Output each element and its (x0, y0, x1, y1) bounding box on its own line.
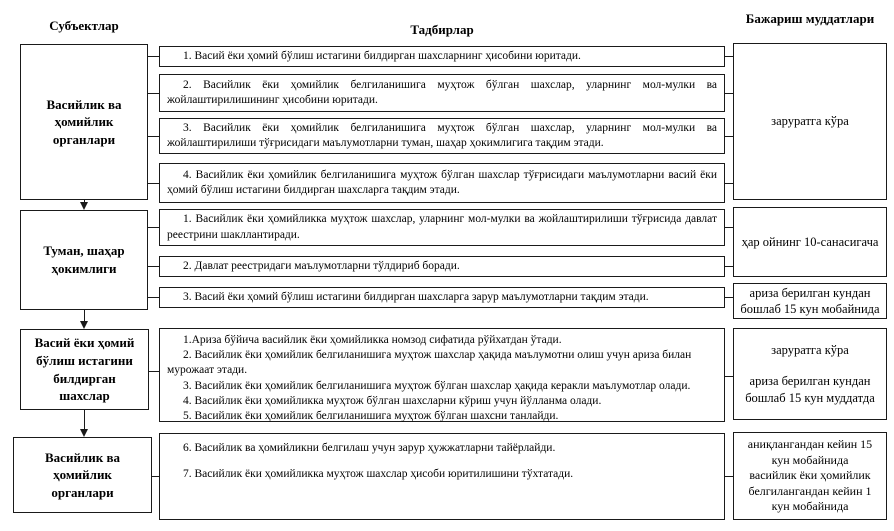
connector-line (725, 136, 733, 137)
subject-box-applicant-persons: Васий ёки ҳомий бўлиш истагини билдирган шахслар (20, 329, 149, 410)
connector-line (152, 476, 159, 477)
activity-box-2-1 (159, 209, 725, 246)
down-arrow-head (80, 321, 88, 329)
activity-text: 3. Васийлик ёки ҳомийлик белгиланишига муҳтож бўлган шахслар, уларнинг мол-мулки ва жойлаштирилиши тўғрисидаги маълумотларни туман, шаҳар ҳокимлигига тақдим этади. (167, 121, 717, 149)
activity-text: 1.Ариза бўйича васийлик ёки ҳомийликка номзод сифатида рўйхатдан ўтади. (183, 334, 562, 346)
deadline-text: аниқлангандан кейин 15 кун мобайнида (747, 437, 873, 467)
activity-text: 4. Васийлик ёки ҳомийликка муҳтож бўлган шахсларни кўриш учун йўлланма олади. (183, 394, 602, 407)
deadline-text: заруратга кўра (771, 343, 849, 358)
column-header-deadlines: Бажариш муддатлари (745, 11, 875, 26)
deadline-text: ҳар ойнинг 10-санасигача (741, 234, 879, 249)
connector-line (148, 56, 159, 57)
subject-box-guardianship-bodies-2: Васийлик ва ҳомийлик органлари (13, 437, 152, 513)
connector-line (725, 476, 733, 477)
down-arrow-line (84, 410, 86, 430)
connector-line (148, 183, 159, 184)
activity-box-2-2 (159, 256, 725, 277)
connector-line (148, 227, 159, 228)
down-arrow-head (80, 429, 88, 437)
subject-box-guardianship-bodies: Васийлик ва ҳомийлик органлари (20, 44, 148, 200)
deadline-box-2a (733, 207, 887, 277)
column-header-subjects: Субъектлар (49, 18, 119, 33)
activity-text: 1. Васий ёки ҳомий бўлиш истагини билдирган шахсларнинг ҳисобини юритади. (183, 49, 581, 62)
connector-line (725, 93, 733, 94)
activity-box-1-1 (159, 46, 725, 67)
connector-line (148, 136, 159, 137)
subject-box-city-khokimiyat: Туман, шаҳар ҳокимлиги (20, 210, 148, 310)
deadline-text: ариза берилган кундан бошлаб 15 кун муддатда (745, 374, 875, 405)
activity-text: 1. Васийлик ёки ҳомийликка муҳтож шахслар, уларнинг мол-мулки ва жойлаштирилиши тўғрисида давлат реестрини шакллантиради. (167, 213, 717, 241)
activity-box-1-2 (159, 74, 725, 112)
connector-line (148, 93, 159, 94)
deadline-box-4 (733, 432, 887, 520)
deadline-text: васийлик ёки ҳомийлик белгилангандан кейин 1 кун мобайнида (748, 468, 872, 514)
activity-text: 4. Васийлик ёки ҳомийлик белгиланишига муҳтож бўлган шахслар тўғрисидаги маълумотларни васий ёки ҳомий бўлиш истагини билдирган шахсларга тақдим этади. (167, 168, 717, 196)
deadline-text: заруратга кўра (771, 114, 849, 129)
activity-box-1-3 (159, 118, 725, 154)
connector-line (148, 297, 159, 298)
connector-line (149, 371, 159, 372)
activity-text: 7. Васийлик ёки ҳомийликка муҳтож шахслар ҳисоби юритилишини тўхтатади. (183, 468, 574, 481)
deadline-box-1 (733, 43, 887, 200)
activity-text: 2. Васийлик ёки ҳомийлик белгиланишига муҳтож бўлган шахслар, уларнинг мол-мулки ва жойлаштирилишининг ҳисобини юритади. (167, 78, 717, 106)
connector-line (725, 376, 733, 377)
deadline-box-2b (733, 283, 887, 319)
connector-line (148, 266, 159, 267)
connector-line (725, 297, 733, 298)
activity-text: 2. Давлат реестридаги маълумотларни тўлдириб боради. (183, 259, 460, 272)
activity-box-4 (159, 433, 725, 520)
activity-box-2-3 (159, 287, 725, 308)
activity-box-1-4 (159, 163, 725, 203)
connector-line (725, 183, 733, 184)
connector-line (725, 56, 733, 57)
activity-text: 3. Васийлик ёки ҳомийлик белгиланишига муҳтож бўлган шахслар ҳақида керакли маълумотлар олади. (183, 379, 691, 392)
connector-line (725, 227, 733, 228)
connector-line (725, 266, 733, 267)
activity-text: 3. Васий ёки ҳомий бўлиш истагини билдирган шахсларга зарур маълумотларни тақдим этади. (183, 290, 649, 303)
activity-box-3 (159, 328, 725, 422)
deadline-text: ариза берилган кундан бошлаб 15 кун мобайнида (740, 285, 880, 316)
down-arrow-head (80, 202, 88, 210)
activity-text: 5. Васийлик ёки ҳомийлик белгиланишига муҳтож бўлган шахсни танлайди. (183, 409, 559, 422)
activity-text: 6. Васийлик ва ҳомийликни белгилаш учун зарур ҳужжатларни тайёрлайди. (183, 442, 556, 454)
activity-text: 2. Васийлик ёки ҳомийлик белгиланишига муҳтож шахслар ҳақида маълумотни олиш учун ариза билан мурожаат этади. (167, 349, 692, 377)
deadline-box-3 (733, 328, 887, 420)
column-header-activities: Тадбирлар (410, 22, 474, 37)
